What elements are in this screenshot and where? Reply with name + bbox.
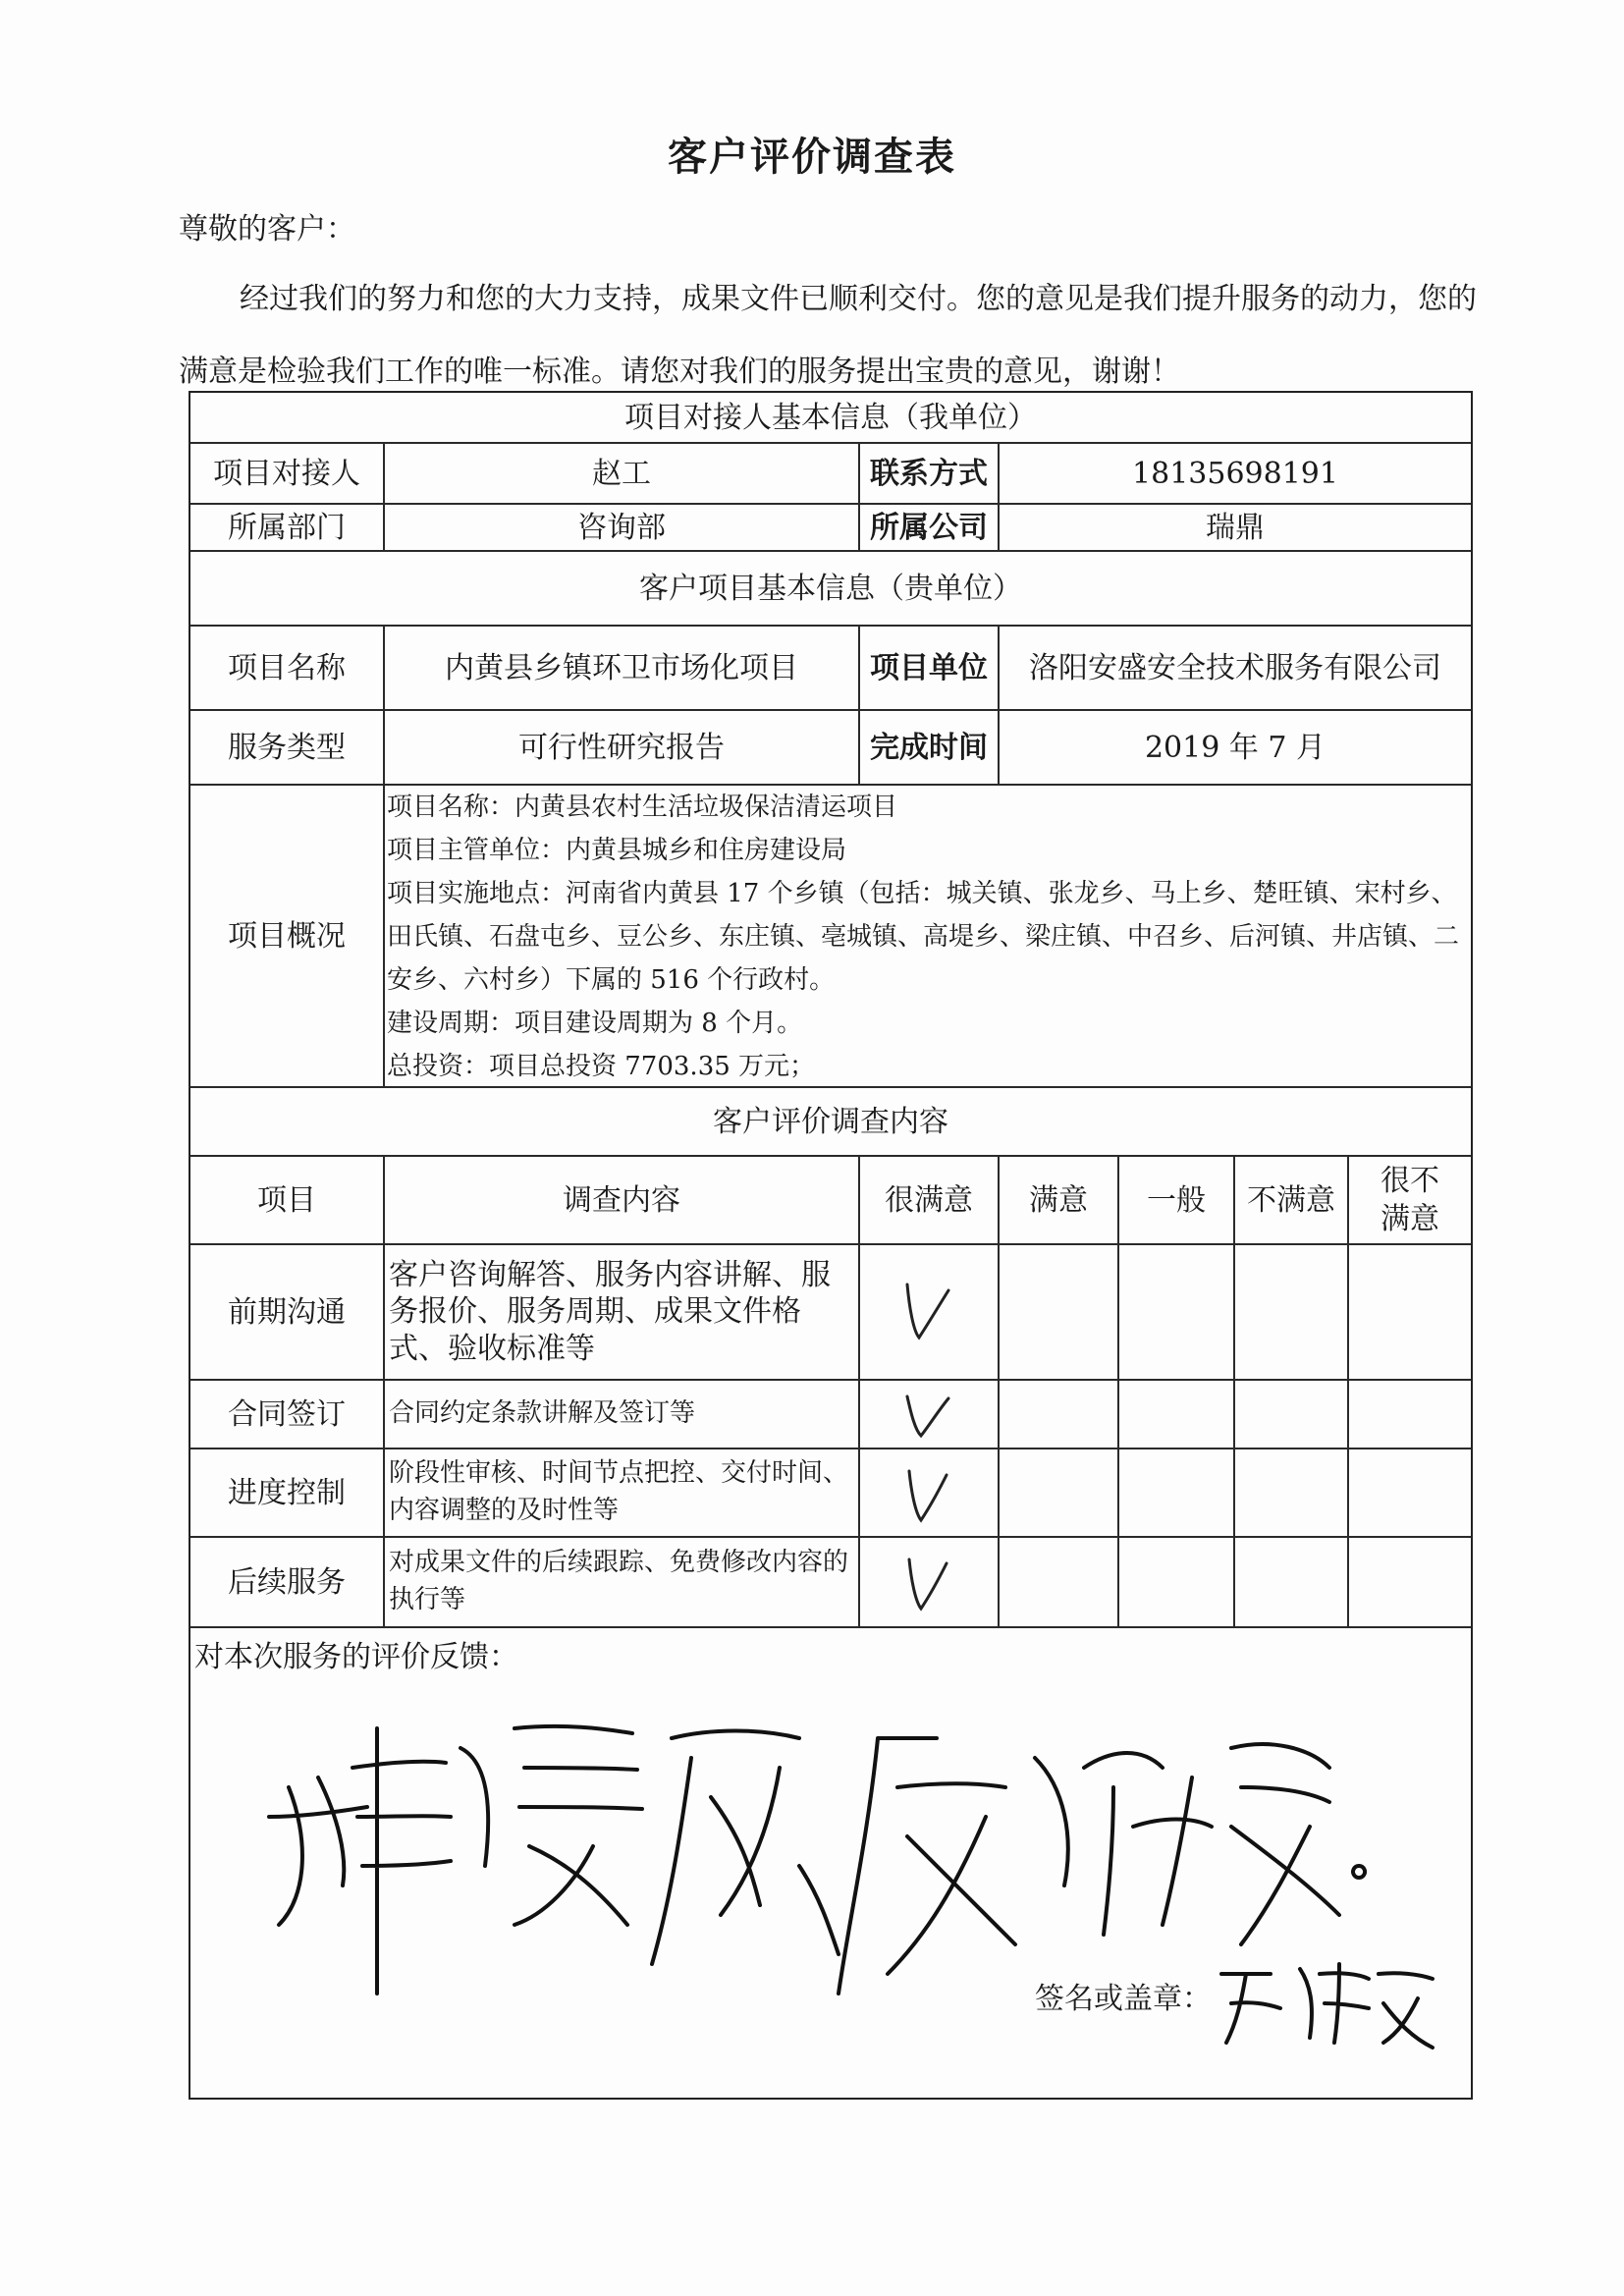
- header-very-satisfied: 很满意: [885, 1182, 973, 1218]
- finish-time-value: 2019 年 7 月: [1144, 730, 1326, 765]
- contact-label: 项目对接人: [213, 456, 360, 491]
- dept-value: 咨询部: [577, 510, 666, 545]
- row-content: 对成果文件的后续跟踪、免费修改内容的执行等: [389, 1548, 849, 1614]
- overview-line: 总投资：项目总投资 7703.35 万元；: [387, 1052, 816, 1081]
- service-type-label: 服务类型: [228, 730, 346, 765]
- header-average: 一般: [1147, 1182, 1206, 1218]
- overview-line: 项目名称：内黄县农村生活垃圾保洁清运项目: [387, 793, 898, 822]
- header-satisfied: 满意: [1029, 1182, 1088, 1218]
- project-name-value: 内黄县乡镇环卫市场化项目: [445, 650, 798, 685]
- row-item: 后续服务: [228, 1564, 346, 1600]
- row-item: 前期沟通: [228, 1294, 346, 1330]
- contact-value: 赵工: [592, 456, 651, 491]
- project-unit-label: 项目单位: [870, 650, 988, 685]
- row-content: 阶段性审核、时间节点把控、交付时间、内容调整的及时性等: [389, 1458, 849, 1525]
- project-unit-value: 洛阳安盛安全技术服务有限公司: [1029, 650, 1441, 685]
- intro-paragraph: 经过我们的努力和您的大力支持，成果文件已顺利交付。您的意见是我们提升服务的动力，您的满意是检验我们工作的唯一标准。请您对我们的服务提出宝贵的意见，谢谢！: [179, 282, 1477, 389]
- finish-time-label: 完成时间: [870, 730, 988, 765]
- row-item: 进度控制: [228, 1475, 346, 1510]
- page-title: 客户评价调查表: [668, 134, 956, 180]
- row-content: 合同约定条款讲解及签订等: [389, 1398, 696, 1429]
- service-type-value: 可行性研究报告: [518, 730, 725, 765]
- overview-label: 项目概况: [228, 918, 346, 954]
- checkmark-icon: [897, 1463, 956, 1528]
- survey-section-heading: 客户评价调查内容: [713, 1104, 948, 1139]
- overview-line: 项目主管单位：内黄县城乡和住房建设局: [387, 836, 847, 865]
- overview-line: 项目实施地点：河南省内黄县 17 个乡镇（包括：城关镇、张龙乡、马上乡、楚旺镇、宋村乡、田氏镇、石盘屯乡、豆公乡、东庄镇、亳城镇、高堤乡、梁庄镇、中召乡、后河镇、井店镇、二安乡、六村乡）下属的 516 个行政村。: [387, 879, 1460, 995]
- company-label: 所属公司: [870, 510, 988, 545]
- survey-form: [189, 391, 1473, 2100]
- signature: [1212, 1944, 1447, 2052]
- project-section-heading: 客户项目基本信息（贵单位）: [639, 571, 1022, 606]
- row-item: 合同签订: [228, 1396, 346, 1432]
- sign-label: 签名或盖章：: [1035, 1982, 1212, 2016]
- contact-section-heading: 项目对接人基本信息（我单位）: [624, 400, 1037, 435]
- rule: [190, 1626, 1471, 1628]
- checkmark-icon: [897, 1552, 956, 1616]
- phone-value: 18135698191: [1132, 456, 1338, 491]
- overview-line: 建设周期：项目建设周期为 8 个月。: [387, 1009, 803, 1038]
- header-unsatisfied: 不满意: [1247, 1182, 1335, 1218]
- row-content: 客户咨询解答、服务内容讲解、服务报价、服务周期、成果文件格式、验收标准等: [389, 1257, 831, 1366]
- checkmark-icon: [897, 1277, 956, 1345]
- project-name-label: 项目名称: [228, 650, 346, 685]
- header-item: 项目: [257, 1182, 316, 1218]
- greeting: 尊敬的客户：: [179, 212, 355, 246]
- checkmark-icon: [897, 1387, 956, 1446]
- phone-label: 联系方式: [870, 456, 988, 491]
- overview-text: [387, 786, 1467, 1088]
- feedback-label: 对本次服务的评价反馈：: [194, 1640, 518, 1674]
- company-value: 瑞鼎: [1206, 510, 1265, 545]
- dept-label: 所属部门: [228, 510, 346, 545]
- header-very-unsatisfied: 很不满意: [1380, 1164, 1439, 1236]
- header-content: 调查内容: [563, 1182, 680, 1218]
